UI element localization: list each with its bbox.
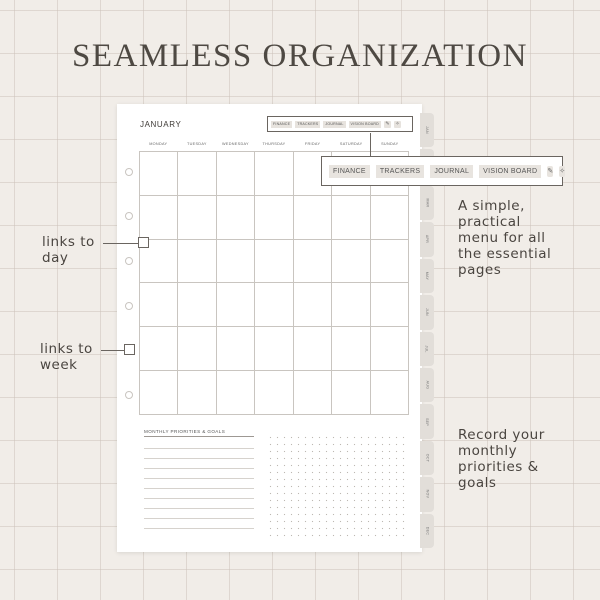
weekday-label: FRIDAY: [304, 142, 321, 146]
goal-line: [144, 468, 254, 469]
links-to-week-label: links to week: [40, 341, 93, 373]
month-title: JANUARY: [140, 120, 182, 129]
sparkle-icon[interactable]: ✧: [559, 166, 565, 177]
calendar-day-cell[interactable]: [371, 283, 409, 327]
weekday-label: SUNDAY: [381, 142, 399, 146]
menu-journal-button[interactable]: JOURNAL: [430, 165, 473, 178]
calendar-day-cell[interactable]: [294, 283, 332, 327]
calendar-day-cell[interactable]: [255, 196, 293, 240]
menu-vision-board-link[interactable]: VISION BOARD: [350, 122, 379, 126]
calendar-day-cell[interactable]: [255, 327, 293, 371]
tab-label: SEP: [425, 417, 429, 426]
calendar-grid: [139, 151, 409, 415]
calendar-day-cell[interactable]: [140, 152, 178, 196]
calendar-day-cell[interactable]: [371, 371, 409, 415]
weekday-label: SATURDAY: [339, 142, 363, 146]
calendar-day-cell[interactable]: [140, 283, 178, 327]
goal-line: [144, 478, 254, 479]
tab-sep[interactable]: [420, 404, 434, 438]
goal-line: [144, 448, 254, 449]
calendar-day-cell[interactable]: [217, 327, 255, 371]
goal-line: [144, 488, 254, 489]
menu-journal-link[interactable]: JOURNAL: [325, 122, 344, 126]
menu-trackers-button[interactable]: TRACKERS: [376, 165, 425, 178]
tab-aug[interactable]: [420, 368, 434, 402]
binder-hole: [125, 212, 133, 220]
tab-label: MAR: [424, 198, 429, 208]
calendar-day-cell[interactable]: [217, 240, 255, 284]
calendar-day-cell[interactable]: [178, 196, 216, 240]
calendar-day-cell[interactable]: [178, 152, 216, 196]
dot-grid-notes: [267, 434, 407, 539]
calendar-day-cell[interactable]: [294, 196, 332, 240]
weekday-label: WEDNESDAY: [222, 142, 249, 146]
goal-line: [144, 518, 254, 519]
tab-label: MAY: [424, 271, 429, 281]
calendar-day-cell[interactable]: [294, 327, 332, 371]
calendar-day-cell[interactable]: [332, 371, 370, 415]
headline: SEAMLESS ORGANIZATION: [72, 38, 528, 74]
binder-hole: [125, 302, 133, 310]
tab-jul[interactable]: [420, 332, 434, 366]
calendar-day-cell[interactable]: [332, 240, 370, 284]
calendar-day-cell[interactable]: [217, 152, 255, 196]
goals-description: Record your monthly priorities & goals: [458, 427, 545, 491]
calendar-day-cell[interactable]: [371, 196, 409, 240]
calendar-day-cell[interactable]: [178, 240, 216, 284]
calendar-day-cell[interactable]: [255, 283, 293, 327]
menu-trackers-link[interactable]: TRACKERS: [297, 122, 319, 126]
weekday-label: MONDAY: [149, 142, 168, 146]
calendar-day-cell[interactable]: [332, 196, 370, 240]
tab-label: APR: [424, 235, 429, 244]
tab-label: JUN: [424, 308, 429, 317]
tab-mar[interactable]: [420, 186, 434, 220]
menu-finance-button[interactable]: FINANCE: [329, 165, 370, 178]
calendar-day-cell[interactable]: [371, 240, 409, 284]
tab-label: AUG: [424, 380, 429, 390]
calendar-day-cell[interactable]: [178, 327, 216, 371]
tab-nov[interactable]: [420, 477, 434, 511]
calendar-day-cell[interactable]: [371, 327, 409, 371]
calendar-day-cell[interactable]: [294, 371, 332, 415]
menu-zoom-callout: [321, 156, 566, 186]
tab-label: JUL: [424, 345, 429, 353]
calendar-day-cell[interactable]: [255, 152, 293, 196]
week-link-box[interactable]: [124, 344, 135, 355]
menu-description: A simple, practical menu for all the essential pages: [458, 198, 552, 278]
calendar-day-cell[interactable]: [140, 371, 178, 415]
menu-finance-link[interactable]: FINANCE: [273, 122, 291, 126]
calendar-day-cell[interactable]: [178, 283, 216, 327]
tab-label: OCT: [425, 453, 429, 463]
calendar-day-cell[interactable]: [140, 327, 178, 371]
tab-label: JAN: [424, 126, 429, 135]
pencil-icon[interactable]: ✎: [547, 166, 553, 177]
pencil-icon[interactable]: ✎: [385, 121, 390, 127]
tab-oct[interactable]: [420, 441, 434, 475]
goals-title: MONTHLY PRIORITIES & GOALS: [144, 429, 254, 437]
goal-line: [144, 498, 254, 499]
week-callout-line: [101, 350, 125, 351]
goal-line: [144, 528, 254, 529]
calendar-day-cell[interactable]: [217, 371, 255, 415]
calendar-day-cell[interactable]: [332, 283, 370, 327]
calendar-day-cell[interactable]: [255, 371, 293, 415]
calendar-day-cell[interactable]: [140, 196, 178, 240]
sparkle-icon[interactable]: ✧: [395, 121, 400, 127]
calendar-day-cell[interactable]: [332, 327, 370, 371]
calendar-day-cell[interactable]: [217, 283, 255, 327]
tab-jun[interactable]: [420, 295, 434, 329]
tab-dec[interactable]: [420, 514, 434, 548]
tab-jan[interactable]: [420, 113, 434, 147]
tab-label: DEC: [425, 526, 429, 536]
calendar-day-cell[interactable]: [255, 240, 293, 284]
goal-line: [144, 508, 254, 509]
day-callout-line: [103, 243, 139, 244]
planner-menu: [267, 116, 413, 132]
calendar-day-cell[interactable]: [178, 371, 216, 415]
calendar-day-cell[interactable]: [217, 196, 255, 240]
day-link-box[interactable]: [138, 237, 149, 248]
weekday-header: [139, 142, 409, 146]
goal-line: [144, 458, 254, 459]
menu-vision-board-button[interactable]: VISION BOARD: [479, 165, 541, 178]
binder-hole: [125, 391, 133, 399]
weekday-label: TUESDAY: [186, 142, 207, 146]
binder-hole: [125, 168, 133, 176]
binder-hole: [125, 257, 133, 265]
weekday-label: THURSDAY: [262, 142, 286, 146]
links-to-day-label: links to day: [42, 234, 95, 266]
calendar-day-cell[interactable]: [294, 240, 332, 284]
menu-connector-line: [370, 133, 371, 156]
tab-apr[interactable]: [420, 222, 434, 256]
tab-label: NOV: [424, 490, 429, 499]
tab-may[interactable]: [420, 259, 434, 293]
